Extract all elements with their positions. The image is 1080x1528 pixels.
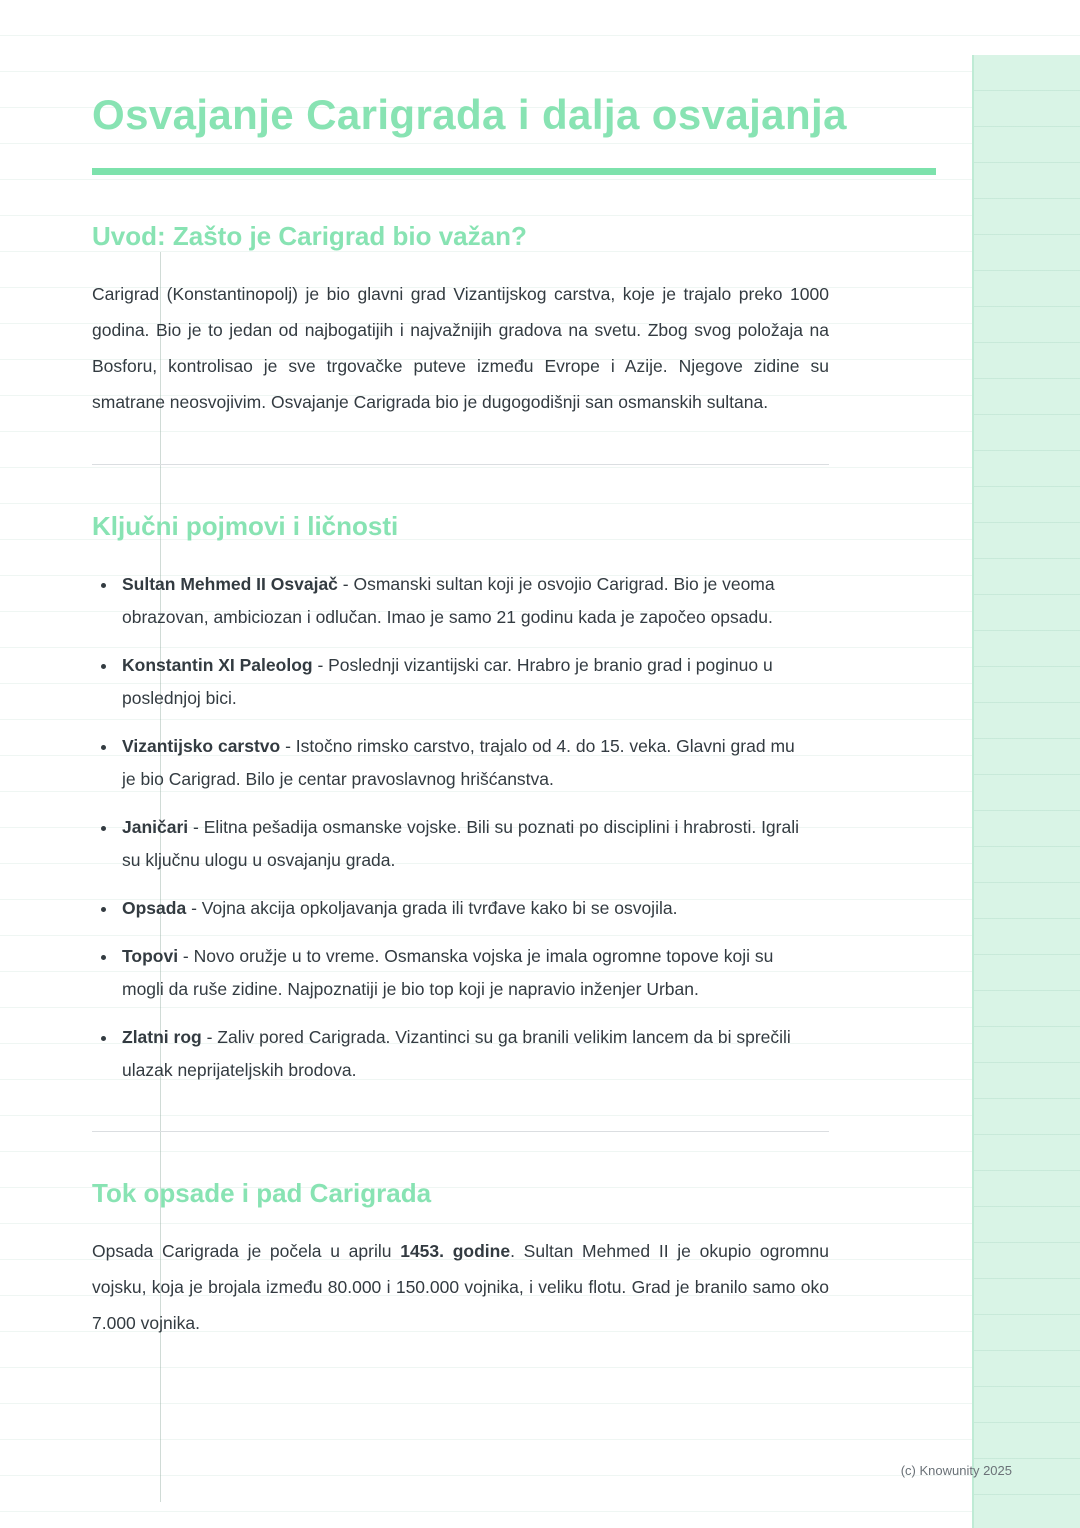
section-heading-pojmovi: Ključni pojmovi i ličnosti [92, 510, 399, 541]
page-title: Osvajanje Carigrada i dalja osvajanja [92, 91, 847, 138]
key-term-desc: - Poslednji vizantijski car. Hrabro je branio grad i poginuo u poslednjoj bici. [122, 654, 773, 708]
title-underline [92, 168, 936, 175]
key-term-desc: - Istočno rimsko carstvo, trajalo od 4. do 15. veka. Glavni grad mu je bio Carigrad. Bilo je centar pravoslavnog hrišćanstva. [122, 735, 795, 789]
key-term-desc: - Elitna pešadija osmanske vojske. Bili su poznati po disciplini i hrabrosti. Igrali su ključnu ulogu u osvajanju grada. [122, 816, 799, 870]
key-term-desc: - Zaliv pored Carigrada. Vizantinci su ga branili velikim lancem da bi sprečili ulazak neprijateljskih brodova. [122, 1026, 791, 1080]
key-term-item [118, 940, 804, 1006]
key-term: Konstantin XI Paleolog [122, 654, 313, 675]
key-term-item [118, 730, 804, 796]
key-term-item [118, 649, 804, 715]
key-terms-list [92, 568, 804, 1087]
key-term: Opsada [122, 897, 187, 918]
key-term-item [118, 811, 804, 877]
key-term-item [118, 568, 804, 634]
key-term-item [118, 892, 804, 925]
key-term: Sultan Mehmed II Osvajač [122, 573, 338, 594]
paragraph-uvod: Carigrad (Konstantinopolj) je bio glavni grad Vizantijskog carstva, koje je trajalo preko 1000 godina. Bio je to jedan od najbogatijih i najvažnijih gradova na svetu. Zbog svog položaja na Bosforu, kontrolisao je sve trgovačke puteve između Evrope i Azije. Njegove zidine su smatrane neosvojivim. Osvajanje Carigrada bio je dugogodišnji san osmanskih sultana. [92, 283, 829, 412]
section-heading-tok: Tok opsade i pad Carigrada [92, 1177, 432, 1208]
key-term: Vizantijsko carstvo [122, 735, 281, 756]
section-tok [92, 1178, 936, 1341]
key-term-item [118, 1021, 804, 1087]
section-pojmovi [92, 511, 936, 1087]
key-term-desc: - Osmanski sultan koji je osvojio Carigrad. Bio je veoma obrazovan, ambiciozan i odlučan. Imao je samo 21 godinu kada je započeo opsadu. [122, 573, 775, 627]
key-term: Zlatni rog [122, 1026, 202, 1047]
key-term-desc: - Vojna akcija opkoljavanja grada ili tvrđave kako bi se osvojila. [186, 897, 678, 918]
paragraph-tok-after: . Sultan Mehmed II je okupio ogromnu vojsku, koja je brojala između 80.000 i 150.000 vojnika, i veliku flotu. Grad je branilo samo oko 7.000 vojnika. [92, 1240, 829, 1333]
paragraph-tok-before: Opsada Carigrada je počela u aprilu [92, 1240, 401, 1261]
section-divider [92, 1131, 829, 1132]
paragraph-tok-bold: 1453. godine [400, 1240, 511, 1261]
paragraph-tok [92, 1233, 829, 1341]
footer-credit: (c) Knowunity 2025 [900, 1463, 1012, 1478]
section-divider [92, 464, 829, 465]
key-term-desc: - Novo oružje u to vreme. Osmanska vojska je imala ogromne topove koji su mogli da ruše zidine. Najpoznatiji je bio top koji je napravio inženjer Urban. [122, 945, 774, 999]
section-heading-uvod: Uvod: Zašto je Carigrad bio važan? [92, 220, 527, 251]
key-term: Topovi [122, 945, 179, 966]
key-term: Janičari [122, 816, 189, 837]
section-uvod [92, 221, 936, 420]
